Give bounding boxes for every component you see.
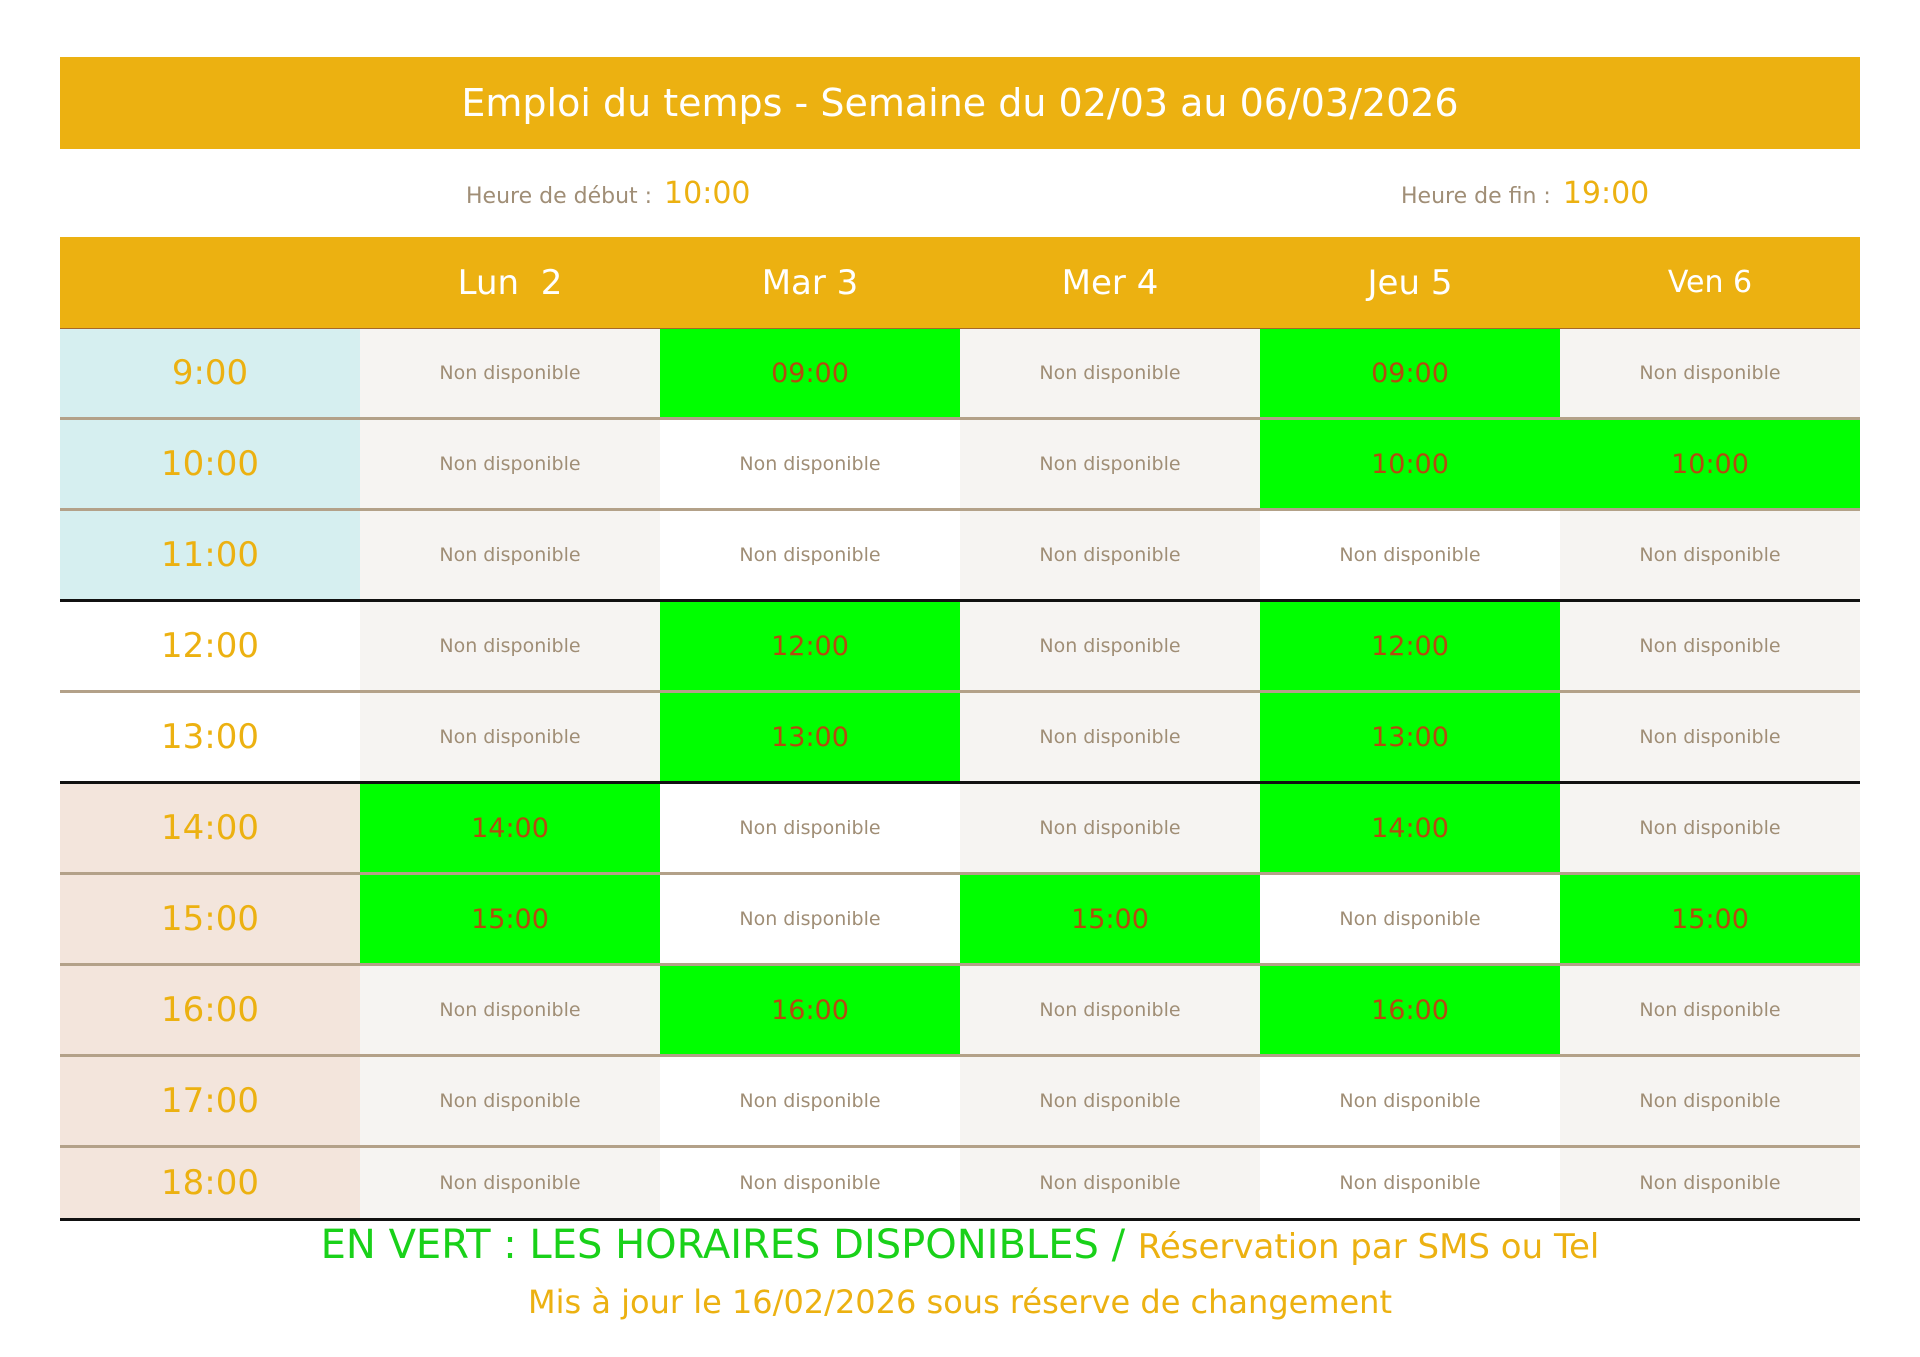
legend [0, 1222, 1920, 1268]
day-header-mer: Mer 4 [1061, 262, 1159, 303]
available-slot: 15:00 [1560, 875, 1860, 963]
unavailable-slot: Non disponible [960, 329, 1260, 417]
available-slot: 13:00 [1260, 693, 1560, 781]
unavailable-slot: Non disponible [1560, 966, 1860, 1054]
unavailable-slot: Non disponible [360, 966, 660, 1054]
available-slot: 09:00 [1260, 329, 1560, 417]
table-row [60, 420, 1860, 511]
time-cell: 18:00 [60, 1148, 360, 1218]
available-slot: 14:00 [1260, 784, 1560, 872]
unavailable-slot: Non disponible [360, 1057, 660, 1145]
table-row [60, 875, 1860, 966]
available-slot: 13:00 [660, 693, 960, 781]
unavailable-slot: Non disponible [1260, 1057, 1560, 1145]
unavailable-slot: Non disponible [960, 1148, 1260, 1218]
day-header-mar: Mar 3 [761, 262, 859, 303]
unavailable-slot: Non disponible [1560, 511, 1860, 599]
table-row [60, 966, 1860, 1057]
table-row [60, 693, 1860, 784]
day-header-lun: Lun 2 [457, 262, 563, 303]
unavailable-slot: Non disponible [1560, 1057, 1860, 1145]
unavailable-slot: Non disponible [660, 1057, 960, 1145]
time-cell: 12:00 [60, 602, 360, 690]
available-slot: 12:00 [1260, 602, 1560, 690]
available-slot: 09:00 [660, 329, 960, 417]
unavailable-slot: Non disponible [660, 1148, 960, 1218]
unavailable-slot: Non disponible [1560, 602, 1860, 690]
unavailable-slot: Non disponible [1260, 875, 1560, 963]
unavailable-slot: Non disponible [1560, 693, 1860, 781]
unavailable-slot: Non disponible [1560, 329, 1860, 417]
unavailable-slot: Non disponible [360, 329, 660, 417]
time-cell: 16:00 [60, 966, 360, 1054]
start-hour-value: 10:00 [664, 176, 751, 211]
day-header-ven: Ven 6 [1667, 265, 1753, 300]
table-row [60, 1148, 1860, 1221]
end-hour-label: Heure de fin : [1401, 184, 1551, 209]
start-hour [466, 176, 751, 211]
available-slot: 16:00 [660, 966, 960, 1054]
unavailable-slot: Non disponible [960, 693, 1260, 781]
unavailable-slot: Non disponible [1260, 1148, 1560, 1218]
table-row [60, 784, 1860, 875]
schedule-grid [60, 329, 1860, 1221]
table-row [60, 1057, 1860, 1148]
available-slot: 15:00 [360, 875, 660, 963]
time-cell: 15:00 [60, 875, 360, 963]
available-slot: 15:00 [960, 875, 1260, 963]
available-slot: 10:00 [1260, 420, 1560, 508]
unavailable-slot: Non disponible [360, 1148, 660, 1218]
time-cell: 9:00 [60, 329, 360, 417]
unavailable-slot: Non disponible [960, 1057, 1260, 1145]
unavailable-slot: Non disponible [660, 875, 960, 963]
table-row [60, 511, 1860, 602]
unavailable-slot: Non disponible [660, 784, 960, 872]
table-row [60, 329, 1860, 420]
legend-available-text: EN VERT : LES HORAIRES DISPONIBLES / [320, 1222, 1126, 1268]
available-slot: 16:00 [1260, 966, 1560, 1054]
end-hour [1401, 176, 1649, 211]
time-cell: 17:00 [60, 1057, 360, 1145]
unavailable-slot: Non disponible [1560, 1148, 1860, 1218]
unavailable-slot: Non disponible [1260, 511, 1560, 599]
start-hour-label: Heure de début : [466, 184, 653, 209]
time-cell: 10:00 [60, 420, 360, 508]
day-header-jeu: Jeu 5 [1367, 262, 1453, 303]
unavailable-slot: Non disponible [960, 602, 1260, 690]
unavailable-slot: Non disponible [360, 511, 660, 599]
available-slot: 10:00 [1560, 420, 1860, 508]
time-cell: 13:00 [60, 693, 360, 781]
update-notice: Mis à jour le 16/02/2026 sous réserve de changement [527, 1283, 1392, 1321]
end-hour-value: 19:00 [1562, 176, 1650, 211]
legend-reservation-text: Réservation par SMS ou Tel [1137, 1227, 1600, 1267]
unavailable-slot: Non disponible [360, 420, 660, 508]
unavailable-slot: Non disponible [1560, 784, 1860, 872]
unavailable-slot: Non disponible [960, 966, 1260, 1054]
unavailable-slot: Non disponible [660, 420, 960, 508]
hours-row [0, 176, 1920, 220]
unavailable-slot: Non disponible [360, 693, 660, 781]
unavailable-slot: Non disponible [960, 420, 1260, 508]
unavailable-slot: Non disponible [960, 784, 1260, 872]
unavailable-slot: Non disponible [960, 511, 1260, 599]
available-slot: 12:00 [660, 602, 960, 690]
time-cell: 11:00 [60, 511, 360, 599]
time-cell: 14:00 [60, 784, 360, 872]
table-row [60, 602, 1860, 693]
page-title: Emploi du temps - Semaine du 02/03 au 06/03/2026 [60, 57, 1860, 149]
day-header-row [60, 237, 1860, 330]
available-slot: 14:00 [360, 784, 660, 872]
unavailable-slot: Non disponible [660, 511, 960, 599]
unavailable-slot: Non disponible [360, 602, 660, 690]
